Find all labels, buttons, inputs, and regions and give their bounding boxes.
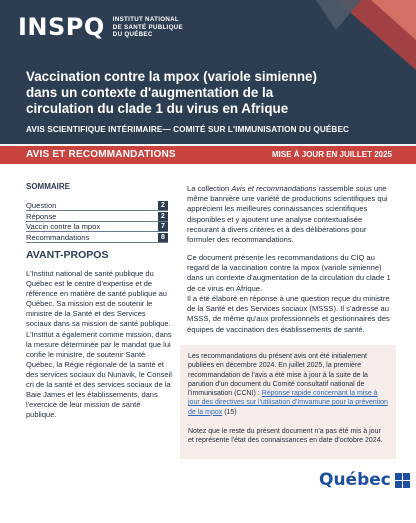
header-band — [0, 0, 416, 144]
collection-prefix: La collection — [187, 184, 232, 193]
update-note-text — [188, 352, 388, 417]
institute-line: INSTITUT NATIONAL — [112, 16, 179, 23]
title-line: Vaccination contre la mpox (variole simienne) — [26, 69, 317, 84]
title-line: circulation du clade 1 du virus en Afrique — [26, 100, 289, 116]
toc-item-label: Question — [26, 201, 57, 210]
toc-page-number: 7 — [158, 222, 168, 231]
toc-page-number: 2 — [158, 212, 168, 221]
document-title — [26, 69, 356, 116]
toc-item-label: Réponse — [26, 211, 57, 221]
banner-update-date: MISE À JOUR EN JUILLET 2025 — [271, 150, 392, 159]
toc-item-vaccin[interactable] — [26, 222, 168, 232]
update-note-disclaimer: Notez que le reste du présent document n'a pas été mis à jour et représente l'état des connaissances en date d'octobre 2024. — [188, 428, 383, 445]
toc-item-recommandations[interactable] — [26, 233, 168, 243]
collection-name: Avis et recommandations — [231, 184, 317, 193]
toc-item-label: Recommandations — [26, 232, 90, 242]
toc-page-number: 2 — [158, 201, 168, 210]
banner-category: AVIS ET RECOMMANDATIONS — [26, 149, 176, 160]
title-line: dans un contexte d'augmentation de la — [26, 84, 274, 100]
avant-propos-heading: AVANT-PROPOS — [26, 249, 109, 261]
quebec-logo — [319, 470, 411, 490]
toc-item-question[interactable] — [26, 201, 168, 211]
institute-line: DU QUÉBEC — [112, 31, 153, 39]
inspq-logo — [18, 14, 183, 40]
category-banner — [0, 146, 416, 164]
document-purpose-paragraph: Ce document présente les recommandations du CIQ au regard de la vaccination contre la mpox (variole simienne) dans un contexte d'augmentation de la circulation du clade 1 de ce virus en Afrique. — [187, 253, 391, 293]
table-of-contents — [26, 201, 168, 243]
avant-propos-text: L'Institut national de santé publique du Québec est le centre d'expertise et de référence en matière de santé publique au Québec. Sa mission est de soutenir le ministre de la Santé et des Services sociaux dans sa mission de santé publique. L'Institut a également comme mission, dans la mesure déterminée par le mandat que lui confie le ministre, de soutenir Santé Québec, la Régie régionale de la santé et des services sociaux du Nunavik, le Conseil cri de la santé et des services sociaux de la Baie James et les établissements, dans l'exercice de leur mission de santé publique. — [26, 269, 172, 420]
note-text-before: Les recommandations du présent avis ont été initialement publiées en décembre 2024. En juillet 2025, la première recommandation de l'avis a été mise à jour à la suite de la parution d'un document du Comité consultatif national de l'immunisation (CCNI) : — [188, 353, 368, 398]
toc-title: SOMMAIRE — [26, 182, 70, 191]
toc-item-label: Vaccin contre la mpox — [26, 222, 101, 231]
document-subtitle: AVIS SCIENTIFIQUE INTÉRIMAIRE— COMITÉ SUR L'IMMUNISATION DU QUÉBEC — [26, 125, 350, 134]
collection-rest: rassemble sous une même bannière une variété de productions scientifiques qui apprécient les meilleures connaissances scientifiques disponibles et y ajoutent une analyse contextualisée recourant à divers critères et à des délibérations pour formuler des recommandations. — [187, 184, 388, 245]
institute-name — [113, 16, 183, 39]
toc-item-reponse[interactable] — [26, 212, 168, 222]
fleur-de-lis-flag-icon — [395, 473, 411, 488]
note-text-after: (15) — [222, 408, 237, 416]
decorative-shapes — [296, 0, 416, 70]
logo-text: INSPQ — [18, 13, 105, 41]
audience-paragraph: Il a été élaboré en réponse à une question reçue du ministre de la Santé et des Services sociaux (MSSS). Il s'adresse au MSSS, de même qu'aux professionnels et gestionnaires des équipes de vaccination des établissements de santé. — [187, 294, 390, 334]
quebec-wordmark: Québec — [319, 470, 391, 490]
collection-paragraph — [187, 184, 393, 245]
ccni-link[interactable]: Réponse rapide concernant la mise à jour des directives sur l'utilisation d'Imvamune pour la prévention de la mpox — [188, 390, 388, 416]
update-note-box — [180, 345, 396, 459]
institute-line: DE SANTÉ PUBLIQUE — [112, 23, 183, 31]
toc-page-number: 8 — [158, 233, 168, 242]
